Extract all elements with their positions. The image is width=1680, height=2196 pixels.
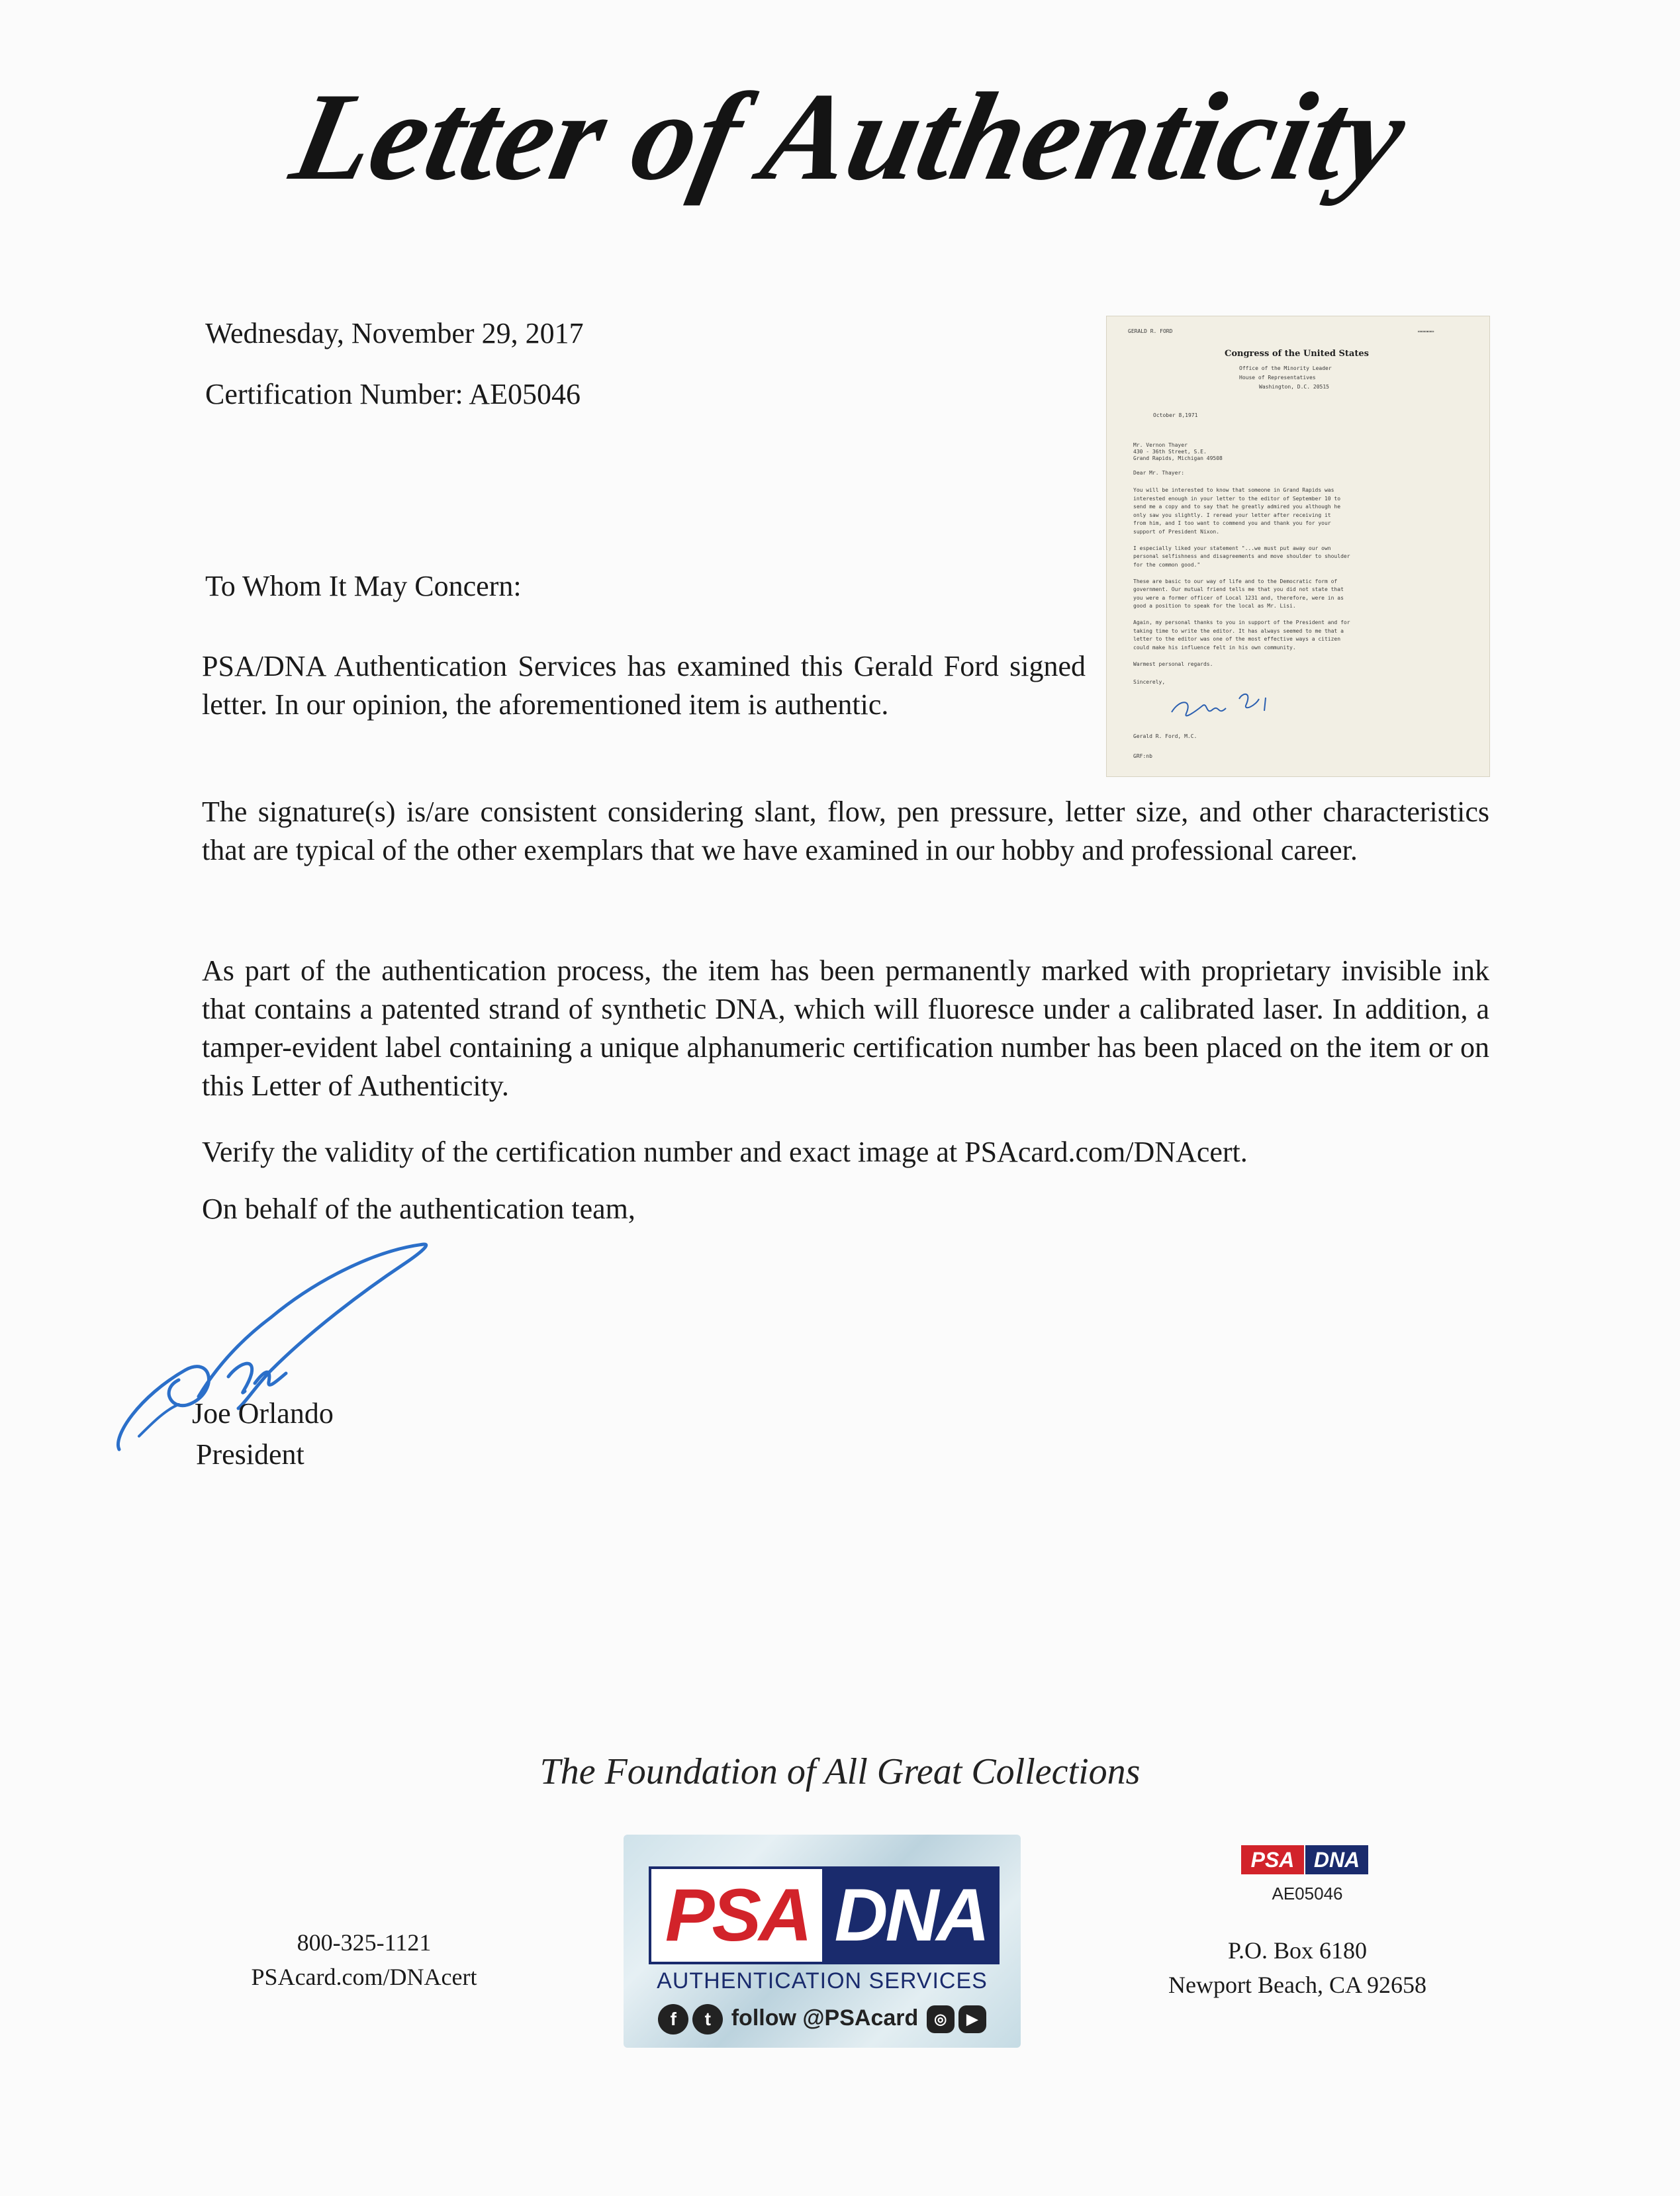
closing-line: On behalf of the authentication team, bbox=[202, 1193, 635, 1225]
salutation: To Whom It May Concern: bbox=[205, 570, 522, 602]
photo-letterhead-line: Office of the Minority Leader bbox=[1239, 365, 1332, 371]
sticker-logo-psa: PSA bbox=[1241, 1845, 1304, 1874]
photo-body-line: These are basic to our way of life and to the Democratic form of bbox=[1133, 578, 1338, 584]
photo-body-line: government. Our mutual friend tells me that you did not state that bbox=[1133, 586, 1344, 592]
photo-body-line: only saw you slightly. I reread your letter after receiving it bbox=[1133, 512, 1331, 518]
photo-signature bbox=[1166, 679, 1299, 725]
hologram-sticker bbox=[1208, 1845, 1407, 1918]
item-photo bbox=[1107, 316, 1489, 776]
photo-address-line: 430 - 36th Street, S.E. bbox=[1133, 449, 1207, 455]
photo-closing: Sincerely, bbox=[1133, 679, 1166, 685]
signer-name: Joe Orlando bbox=[192, 1397, 334, 1430]
po-box: P.O. Box 6180 bbox=[1227, 1937, 1368, 1964]
photo-body-line: could make his influence felt in his own community. bbox=[1133, 644, 1296, 651]
logo-dna: DNA bbox=[822, 1866, 1000, 1964]
facebook-icon[interactable]: f bbox=[658, 2004, 688, 2035]
letter-date: Wednesday, November 29, 2017 bbox=[205, 317, 584, 349]
photo-body-line: from him, and I too want to commend you and thank you for your bbox=[1133, 520, 1331, 526]
certification-number: Certification Number: AE05046 bbox=[205, 378, 581, 410]
sticker-logo bbox=[1241, 1845, 1374, 1874]
photo-body-line: support of President Nixon. bbox=[1133, 528, 1220, 535]
photo-body-line: send me a copy and to say that he greatly admired you although he bbox=[1133, 504, 1341, 510]
page-title bbox=[0, 40, 1680, 232]
photo-body-line: taking time to write the editor. It has always seemed to me that a bbox=[1133, 627, 1344, 634]
photo-body-line: good a position to speak for the local as Mr. Lisi. bbox=[1133, 603, 1296, 609]
phone-number: 800-325-1121 bbox=[297, 1929, 432, 1956]
photo-body-line: personal selfishness and disagreements and move shoulder to shoulder bbox=[1133, 553, 1350, 559]
twitter-icon[interactable]: t bbox=[692, 2004, 723, 2035]
youtube-icon[interactable]: ▶ bbox=[958, 2005, 986, 2033]
photo-letterhead-line: Washington, D.C. 20515 bbox=[1259, 384, 1329, 390]
tagline: The Foundation of All Great Collections bbox=[539, 1751, 1141, 1792]
photo-date: October 8,1971 bbox=[1153, 412, 1198, 418]
city-address: Newport Beach, CA 92658 bbox=[1168, 1972, 1426, 1998]
photo-body-line: Again, my personal thanks to you in support of the President and for bbox=[1133, 619, 1350, 625]
logo-subtitle: AUTHENTICATION SERVICES bbox=[657, 1968, 988, 1993]
body-paragraph: Verify the validity of the certification number and exact image at PSAcard.com/DNAcert. bbox=[202, 1136, 1248, 1168]
website-link[interactable]: PSAcard.com/DNAcert bbox=[251, 1964, 477, 1990]
logo-psa: PSA bbox=[649, 1866, 826, 1964]
photo-letterhead-line: House of Representatives bbox=[1239, 375, 1316, 381]
title-text: Letter of Authenticity bbox=[281, 66, 1417, 206]
photo-body-line: for the common good." bbox=[1133, 561, 1201, 568]
photo-initials: GRF:nb bbox=[1133, 753, 1152, 759]
photo-address-line: Mr. Vernon Thayer bbox=[1133, 442, 1188, 448]
photo-body-line: You will be interested to know that someone in Grand Rapids was bbox=[1133, 487, 1334, 493]
photo-address-line: Grand Rapids, Michigan 49508 bbox=[1133, 455, 1223, 461]
photo-header-left: GERALD R. FORD bbox=[1128, 328, 1173, 334]
sticker-logo-dna: DNA bbox=[1305, 1845, 1368, 1874]
photo-body-line: Warmest personal regards. bbox=[1133, 661, 1213, 667]
signer-title: President bbox=[196, 1438, 304, 1471]
social-follow bbox=[624, 2004, 1021, 2035]
sticker-number: AE05046 bbox=[1272, 1884, 1343, 1903]
instagram-icon[interactable]: ◎ bbox=[927, 2005, 955, 2033]
photo-greeting: Dear Mr. Thayer: bbox=[1133, 470, 1185, 476]
body-paragraph: The signature(s) is/are consistent considering slant, flow, pen pressure, letter size, and other characteristics that are typical of the other exemplars that we have examined in our hobby and professional career. bbox=[202, 796, 1489, 866]
photo-body-line: I especially liked your statement "...we must put away our own bbox=[1133, 545, 1331, 551]
photo-signed-name: Gerald R. Ford, M.C. bbox=[1133, 733, 1197, 739]
photo-body-line: interested enough in your letter to the editor of September 10 to bbox=[1133, 495, 1341, 502]
follow-handle[interactable]: follow @PSAcard bbox=[731, 2005, 919, 2031]
body-paragraph: As part of the authentication process, the item has been permanently marked with proprietary invisible ink that contains a patented strand of synthetic DNA, which will fluoresce under a calibrated laser. In addition, a tamper-evident label containing a unique alphanumeric certification number has been placed on the item or on this Letter of Authenticity. bbox=[202, 954, 1489, 1102]
photo-header-right-block: ▭▭▭▭▭ bbox=[1418, 328, 1434, 334]
title-svg bbox=[0, 40, 1680, 232]
photo-body-line: you were a former officer of Local 1231 and, therefore, were in as bbox=[1133, 594, 1344, 601]
body-paragraph: PSA/DNA Authentication Services has examined this Gerald Ford signed letter. In our opinion, the aforementioned item is authentic. bbox=[202, 650, 1086, 721]
photo-letterhead-line: Congress of the United States bbox=[1225, 349, 1369, 359]
photo-body-line: letter to the editor was one of the most effective ways a citizen bbox=[1133, 636, 1341, 642]
